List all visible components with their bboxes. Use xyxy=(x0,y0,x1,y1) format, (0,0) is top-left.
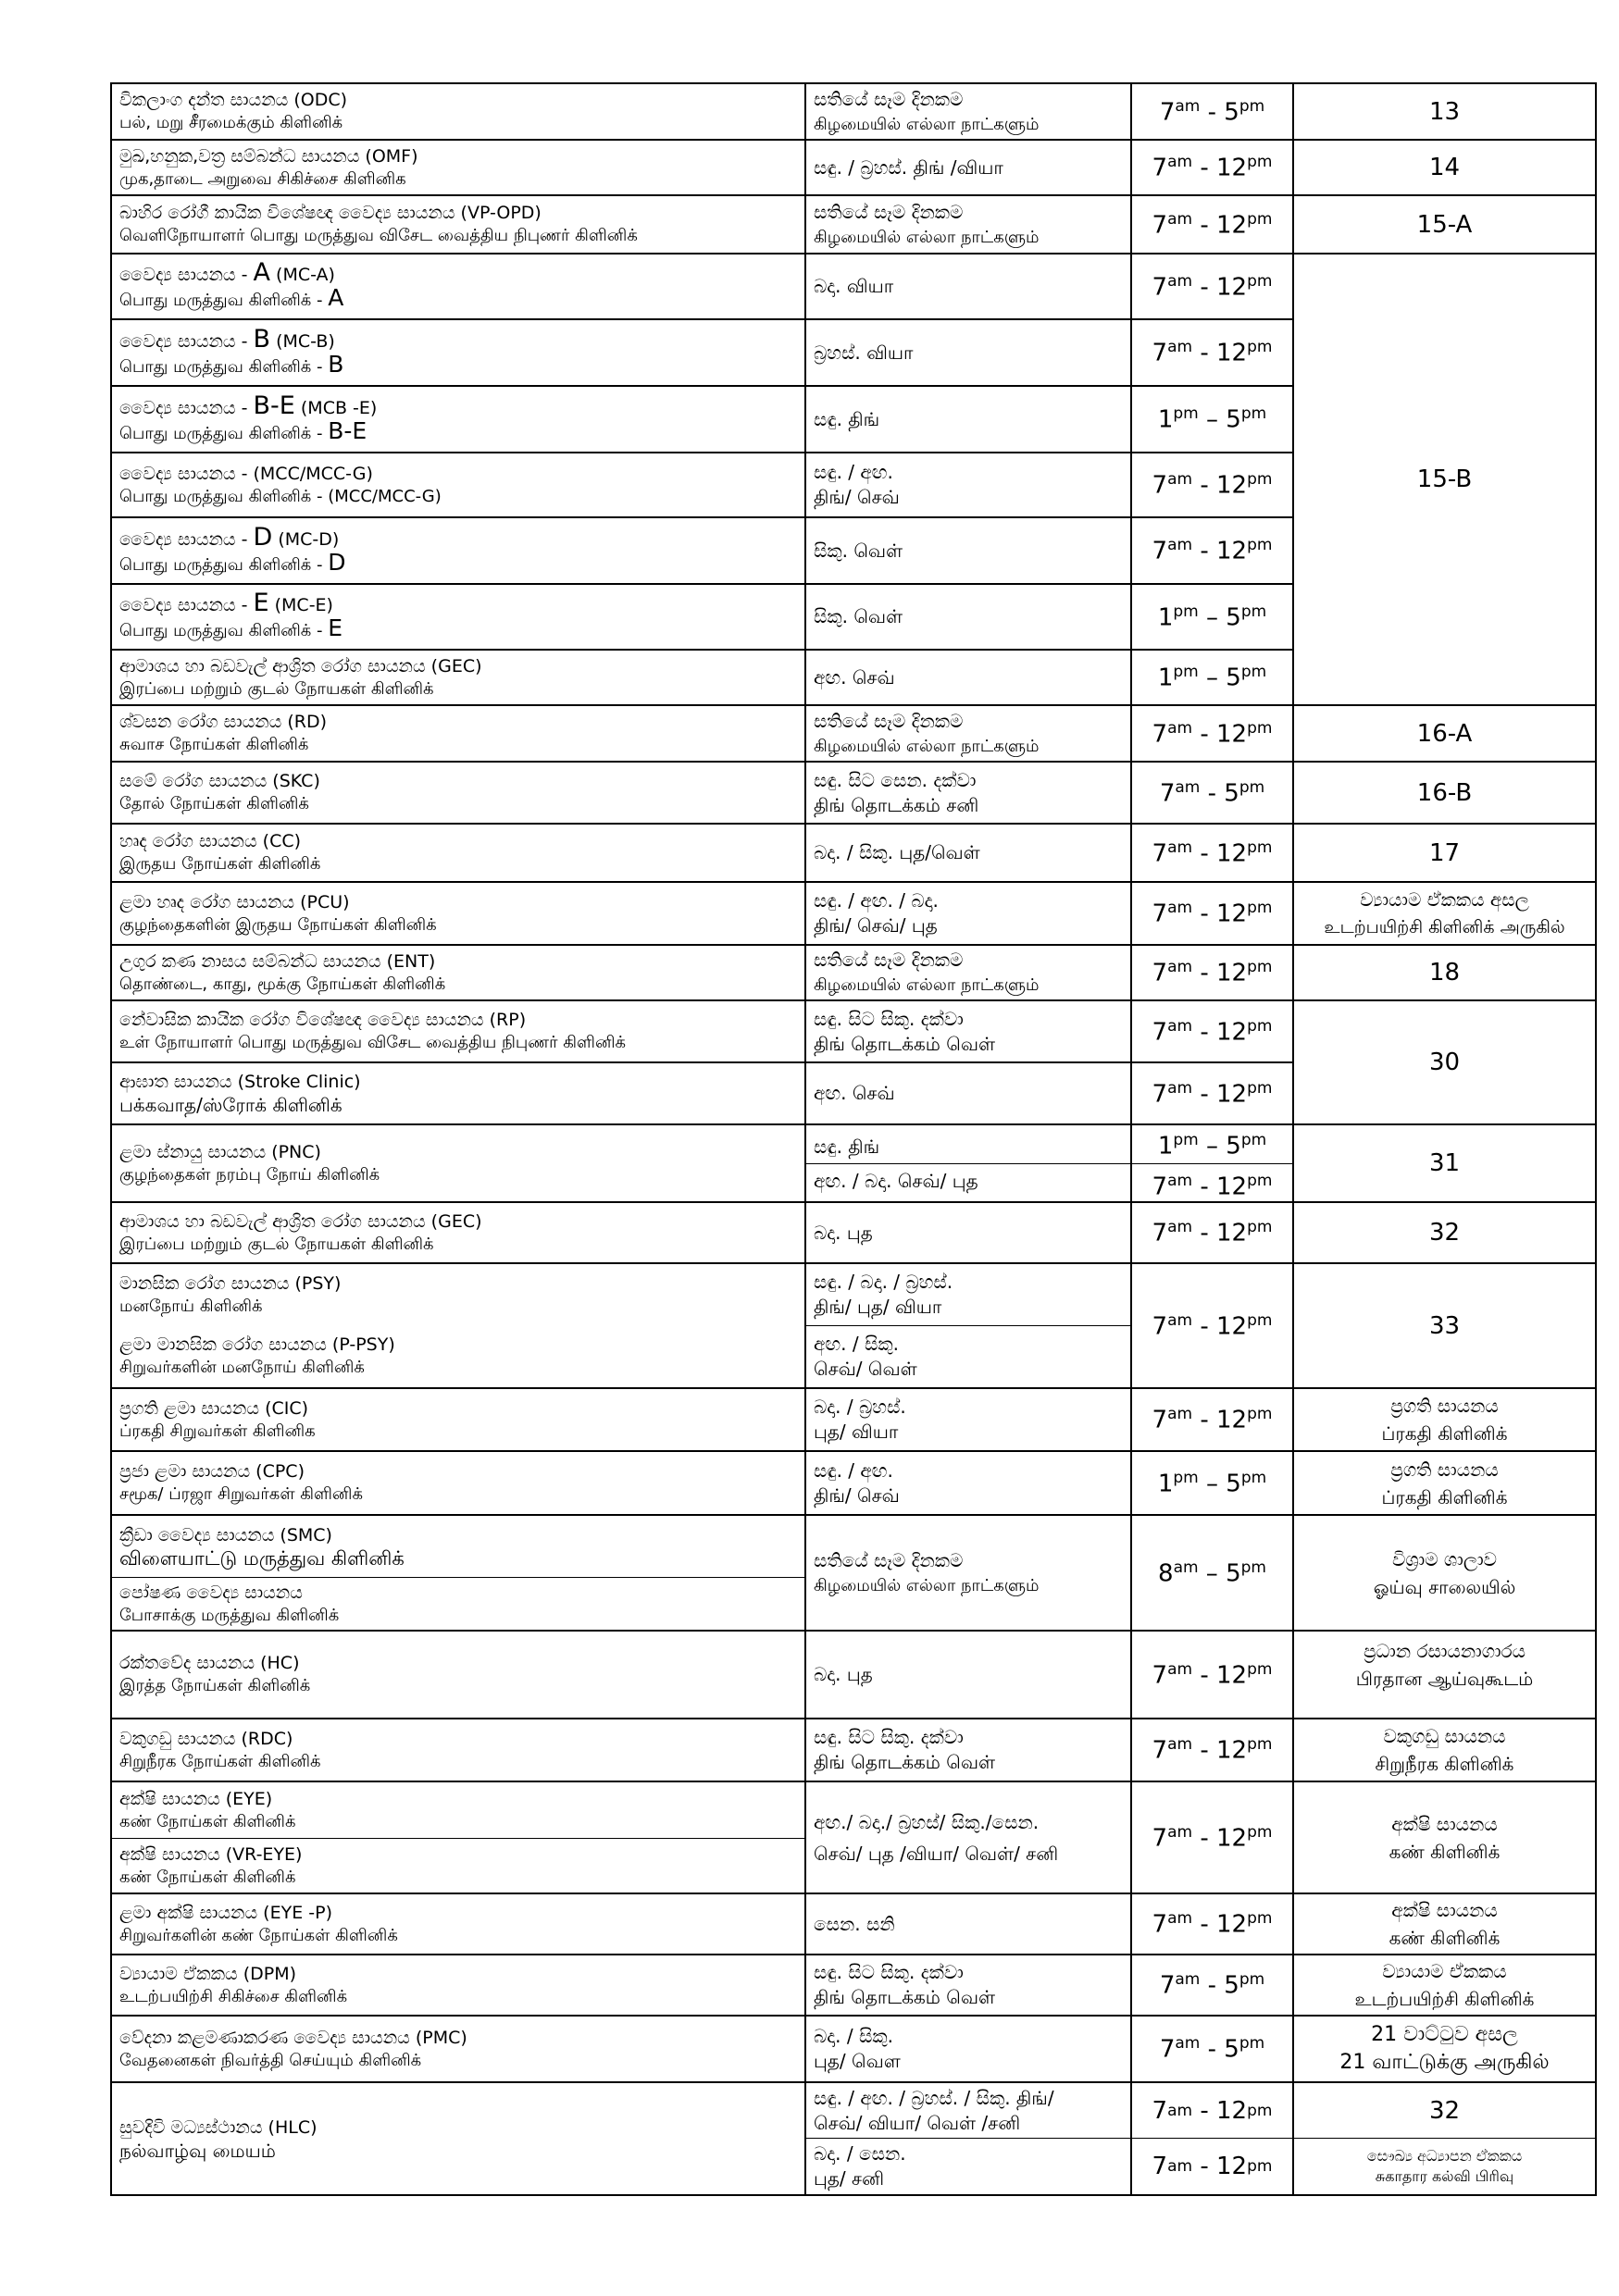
table-row xyxy=(111,1388,1596,1451)
table-row xyxy=(111,2082,1596,2195)
days-cell: සතියේ සෑම දිනකම கிழமையில் எல்லா நாட்களும் xyxy=(805,1515,1131,1631)
clinic-name-cell: වෛද්‍ය සායනය - A (MC-A) பொது மருத்துவ கிளினிக் - A xyxy=(111,254,805,319)
days-cell: සඳු. / බ්‍රහස්. திங் /வியா xyxy=(805,140,1131,195)
days-cell: අඟ./ බදා./ බ්‍රහස්/ සිකු./සෙන. செவ்/ புத /வியா/ வெள்/ சனி xyxy=(805,1781,1131,1893)
table-row xyxy=(111,1893,1596,1955)
days-cell: සඳු. / අඟ. / බ්‍රහස්. / සිකු. திங்/ செவ்/ வியா/ வெள் /சனி බදා. / සෙන. புத/ சனி xyxy=(805,2082,1131,2195)
clinic-name-cell: වේදනා කළමණාකරණ වෛද්‍ය සායනය (PMC) வேதனைகள் நிவர்த்தி செய்யும் கிளினிக் xyxy=(111,2016,805,2082)
time-cell: $1^{pm} - 5^{pm}$ xyxy=(1131,386,1293,453)
location-cell: අක්ෂි සායනය கண் கிளினிக் xyxy=(1293,1781,1596,1893)
table-row xyxy=(111,1451,1596,1515)
location-cell: 15-B xyxy=(1293,254,1596,705)
clinic-name-cell: ක්‍රීඩා වෛද්‍ය සායනය (SMC) விளையாட்டு மருத்துவ கிளினிக் පෝෂණ වෛද්‍ය සායනය போசாக்கு மருத்துவ கிளினிக் xyxy=(111,1515,805,1631)
table-row xyxy=(111,2016,1596,2082)
location-cell: වකුගඩු සායනය சிறுநீரக கிளினிக் xyxy=(1293,1719,1596,1781)
days-cell: සතියේ සෑම දිනකම கிழமையில் எல்லா நாட்களும் xyxy=(805,705,1131,762)
clinic-name-cell: වෛද්‍ය සායනය - B (MC-B) பொது மருத்துவ கிளினிக் - B xyxy=(111,319,805,386)
time-cell: $1^{pm} - 5^{pm}$ xyxy=(1131,650,1293,705)
location-cell: 15-A xyxy=(1293,195,1596,254)
table-row xyxy=(111,1719,1596,1781)
clinic-name-cell: ළමා අක්ෂි සායනය (EYE -P) சிறுவர்களின் கண் நோய்கள் கிளினிக் xyxy=(111,1893,805,1955)
time-cell: $7^{am} - 12^{pm}$ xyxy=(1131,705,1293,762)
time-cell: $7^{am} - 12^{pm}$ xyxy=(1131,1062,1293,1124)
time-cell: $7^{am} - 12^{pm}$ xyxy=(1131,517,1293,584)
clinic-name-cell: වෛද්‍ය සායනය - B-E (MCB -E) பொது மருத்துவ கிளினிக் - B-E xyxy=(111,386,805,453)
days-cell: සඳු. / බදා. / බ්‍රහස්. திங்/ புத/ வியா අඟ. / සිකු. செவ்/ வெள் xyxy=(805,1263,1131,1388)
days-cell: සඳු. / අඟ. திங்/ செவ் xyxy=(805,453,1131,517)
days-cell: සතියේ සෑම දිනකම கிழமையில் எல்லா நாட்களும் xyxy=(805,945,1131,1000)
days-cell: සඳු. සිට සෙන. දක්වා திங் தொடக்கம் சனி xyxy=(805,762,1131,824)
table-row xyxy=(111,945,1596,1000)
clinic-name-cell: වෛද්‍ය සායනය - E (MC-E) பொது மருத்துவ கிளினிக் - E xyxy=(111,584,805,650)
time-cell: $7^{am} - 12^{pm}$ xyxy=(1131,1202,1293,1263)
clinic-name-cell: සමේ රෝග සායනය (SKC) தோல் நோய்கள் கிளினிக் xyxy=(111,762,805,824)
table-row xyxy=(111,1202,1596,1263)
table-row xyxy=(111,195,1596,254)
clinic-name-cell: ආමාශය හා බඩවැල් ආශ්‍රිත රෝග සායනය (GEC) இரப்பை மற்றும் குடல் நோயகள் கிளினிக் xyxy=(111,650,805,705)
time-cell: $1^{pm} - 5^{pm}$ xyxy=(1131,1451,1293,1515)
table-row xyxy=(111,140,1596,195)
clinic-name-cell: ශ්වසන රෝග සායනය (RD) சுவாச நோய்கள் கிளினிக் xyxy=(111,705,805,762)
location-cell: ප්‍රගති සායනය ப்ரகதி கிளினிக் xyxy=(1293,1388,1596,1451)
location-cell: 21 වාට්ටුව අසල 21 வாட்டுக்கு அருகில் xyxy=(1293,2016,1596,2082)
days-cell: සඳු. திங் අඟ. / බදා. செவ்/ புத xyxy=(805,1124,1131,1202)
time-cell: $7^{am} - 12^{pm}$ xyxy=(1131,1000,1293,1062)
clinic-name-cell: රක්තවේද සායනය (HC) இரத்த நோய்கள் கிளினிக் xyxy=(111,1631,805,1719)
table-row xyxy=(111,1000,1596,1062)
time-cell: $7^{am} - 12^{pm}$ xyxy=(1131,140,1293,195)
days-cell: බ්‍රහස්. வியா xyxy=(805,319,1131,386)
location-cell: විශ්‍රාම ශාලාව ஓய்வு சாலையில் xyxy=(1293,1515,1596,1631)
clinic-name-cell: ආඝාත සායනය (Stroke Clinic) பக்கவாத/ஸ்ரோக் கிளினிக் xyxy=(111,1062,805,1124)
time-cell: $7^{am} - 5^{pm}$ xyxy=(1131,83,1293,140)
location-cell: 17 xyxy=(1293,824,1596,882)
clinic-name-cell: සුවදිවි මධ්‍යස්ථානය (HLC) நல்வாழ்வு மையம் xyxy=(111,2082,805,2195)
time-cell: $7^{am} - 12^{pm}$ xyxy=(1131,1893,1293,1955)
days-cell: බදා. புத xyxy=(805,1631,1131,1719)
time-cell: $7^{am} - 12^{pm}$ xyxy=(1131,1719,1293,1781)
location-cell: 30 xyxy=(1293,1000,1596,1124)
clinic-name-cell: හෘද රෝග සායනය (CC) இருதய நோய்கள் கிளினிக் xyxy=(111,824,805,882)
location-cell: 32 සෞඛ්‍ය අධ්‍යාපන ඒකකය சுகாதார கல்வி பிரிவு xyxy=(1293,2082,1596,2195)
clinic-name-cell: උගුර කණ නාසය සම්බන්ධ සායනය (ENT) தொண்டை, காது, மூக்கு நோய்கள் கிளினிக் xyxy=(111,945,805,1000)
days-cell: සඳු. සිට සිකු. දක්වා திங் தொடக்கம் வெள் xyxy=(805,1000,1131,1062)
clinic-name-cell: වෛද්‍ය සායනය - (MCC/MCC-G) பொது மருத்துவ கிளினிக் - (MCC/MCC-G) xyxy=(111,453,805,517)
location-cell: 18 xyxy=(1293,945,1596,1000)
clinic-name-cell: බාහිර රෝගී කායික විශේෂඥ වෛද්‍ය සායනය (VP-OPD) வெளிநோயாளர் பொது மருத்துவ விசேட வைத்திய நிபுணர் கிளினிக் xyxy=(111,195,805,254)
table-row xyxy=(111,762,1596,824)
clinic-name-cell: නේවාසික කායික රෝග විශේෂඥ වෛද්‍ය සායනය (RP) உள் நோயாளர் பொது மருத்துவ விசேட வைத்திய நிபுணர் கிளினிக் xyxy=(111,1000,805,1062)
time-cell: $7^{am} - 12^{pm}$ xyxy=(1131,1631,1293,1719)
clinic-name-cell: වෛද්‍ය සායනය - D (MC-D) பொது மருத்துவ கிளினிக் - D xyxy=(111,517,805,584)
days-cell: අඟ. செவ் xyxy=(805,650,1131,705)
days-cell: සෙන. සනි xyxy=(805,1893,1131,1955)
clinic-name-cell: ප්‍රගති ළමා සායනය (CIC) ப்ரகதி சிறுவர்கள் கிளினிக xyxy=(111,1388,805,1451)
table-row xyxy=(111,1515,1596,1631)
time-cell: $7^{am} - 12^{pm}$ xyxy=(1131,945,1293,1000)
clinic-name-cell: අක්ෂි සායනය (EYE) கண் நோய்கள் கிளினிக் අක්ෂි සායනය (VR-EYE) கண் நோய்கள் கிளினிக் xyxy=(111,1781,805,1893)
clinic-name-cell: ළමා ස්නායු සායනය (PNC) குழந்தைகள் நரம்பு நோய் கிளினிக் xyxy=(111,1124,805,1202)
location-cell: 33 xyxy=(1293,1263,1596,1388)
table-row xyxy=(111,705,1596,762)
time-cell: $7^{am} - 12^{pm}$ xyxy=(1131,254,1293,319)
location-cell: ව්‍යායාම ඒකකය உடற்பயிற்சி கிளினிக் xyxy=(1293,1955,1596,2016)
location-cell: ප්‍රධාන රසායනාගාරය பிரதான ஆய்வுகூடம் xyxy=(1293,1631,1596,1719)
time-cell: $7^{am} - 12^{pm}$ xyxy=(1131,882,1293,945)
table-row xyxy=(111,1263,1596,1388)
days-cell: සඳු. / අඟ. திங்/ செவ் xyxy=(805,1451,1131,1515)
table-row xyxy=(111,1124,1596,1202)
clinic-name-cell: මානසික රෝග සායනය (PSY) மனநோய் கிளினிக் ළමා මානසික රෝග සායනය (P-PSY) சிறுவர்களின் மனநோய் கிளினிக் xyxy=(111,1263,805,1388)
days-cell: සඳු. / අඟ. / බදා. திங்/ செவ்/ புத xyxy=(805,882,1131,945)
clinic-name-cell: වකුගඩු සායනය (RDC) சிறுநீரக நோய்கள் கிளினிக் xyxy=(111,1719,805,1781)
days-cell: බදා. / සිකු. புத/வெள் xyxy=(805,824,1131,882)
days-cell: බදා. / සිකු. புத/ வெள xyxy=(805,2016,1131,2082)
location-cell: 16-B xyxy=(1293,762,1596,824)
days-cell: සතියේ සෑම දිනකම கிழமையில் எல்லா நாட்களும் xyxy=(805,83,1131,140)
time-cell: $7^{am} - 5^{pm}$ xyxy=(1131,762,1293,824)
clinic-name-cell: ප්‍රජා ළමා සායනය (CPC) சமூக/ ப்ரஜா சிறுவர்கள் கிளினிக் xyxy=(111,1451,805,1515)
time-cell: $7^{am} - 12^{pm}$ xyxy=(1131,319,1293,386)
days-cell: සඳු. திங் xyxy=(805,386,1131,453)
location-cell: 32 xyxy=(1293,1202,1596,1263)
days-cell: සඳු. සිට සිකු. දක්වා திங் தொடக்கம் வெள் xyxy=(805,1719,1131,1781)
clinic-name-cell: ළමා හෘද රෝග සායනය (PCU) குழந்தைகளின் இருதய நோய்கள் கிளினிக் xyxy=(111,882,805,945)
location-cell: 13 xyxy=(1293,83,1596,140)
days-cell: බදා. / බ්‍රහස්. புத/ வியா xyxy=(805,1388,1131,1451)
table-row xyxy=(111,824,1596,882)
time-cell: $7^{am} - 12^{pm}$ xyxy=(1131,1781,1293,1893)
location-cell: ප්‍රගති සායනය ப்ரகதி கிளினிக் xyxy=(1293,1451,1596,1515)
clinic-name-cell: ව්‍යායාම ඒකකය (DPM) உடற்பயிற்சி சிகிச்சை கிளினிக் xyxy=(111,1955,805,2016)
time-cell: $8^{am} - 5^{pm}$ xyxy=(1131,1515,1293,1631)
time-cell: $7^{am} - 12^{pm}$ xyxy=(1131,1388,1293,1451)
days-cell: අඟ. செவ் xyxy=(805,1062,1131,1124)
location-cell: 16-A xyxy=(1293,705,1596,762)
days-cell: සඳු. සිට සිකු. දක්වා திங் தொடக்கம் வெள் xyxy=(805,1955,1131,2016)
time-cell: $1^{pm} - 5^{pm}$ xyxy=(1131,584,1293,650)
table-row xyxy=(111,1955,1596,2016)
days-cell: සිකු. வெள் xyxy=(805,517,1131,584)
location-cell: 14 xyxy=(1293,140,1596,195)
days-cell: සිකු. வெள் xyxy=(805,584,1131,650)
time-cell: $7^{am} - 5^{pm}$ xyxy=(1131,1955,1293,2016)
location-cell: අක්ෂි සායනය கண் கிளினிக் xyxy=(1293,1893,1596,1955)
days-cell: සතියේ සෑම දිනකම கிழமையில் எல்லா நாட்களும் xyxy=(805,195,1131,254)
time-cell: $7^{am} - 12^{pm}$ xyxy=(1131,824,1293,882)
location-cell: 31 xyxy=(1293,1124,1596,1202)
time-cell: $7^{am} - 12^{pm}$ xyxy=(1131,1263,1293,1388)
time-cell: $1^{pm} - 5^{pm}$ $7^{am} - 12^{pm}$ xyxy=(1131,1124,1293,1202)
clinic-name-cell: ආමාශය හා බඩවැල් ආශ්‍රිත රෝග සායනය (GEC) இரப்பை மற்றும் குடல் நோயகள் கிளினிக் xyxy=(111,1202,805,1263)
location-cell: ව්‍යායාම ඒකකය අසල உடற்பயிற்சி கிளினிக் அருகில் xyxy=(1293,882,1596,945)
days-cell: බදා. வியா xyxy=(805,254,1131,319)
clinic-name-cell: මුඛ,හනුක,වත්‍ර සම්බන්ධ සායනය (OMF) முக,தாடை அறுவை சிகிச்சை கிளினிக xyxy=(111,140,805,195)
table-row xyxy=(111,882,1596,945)
time-cell: 7 am - 12 pm 7 am - 12 pm xyxy=(1131,2082,1293,2195)
time-cell: $7^{am} - 5^{pm}$ xyxy=(1131,2016,1293,2082)
time-cell: $7^{am} - 12^{pm}$ xyxy=(1131,453,1293,517)
clinic-schedule-table xyxy=(110,82,1597,2196)
clinic-name-cell: විකලාංග දන්ත සායනය (ODC) பல், மறு சீரமைக்கும் கிளினிக் xyxy=(111,83,805,140)
table-row xyxy=(111,254,1596,319)
time-cell: $7^{am} - 12^{pm}$ xyxy=(1131,195,1293,254)
table-row xyxy=(111,1631,1596,1719)
table-row xyxy=(111,83,1596,140)
table-row xyxy=(111,1781,1596,1893)
days-cell: බදා. புத xyxy=(805,1202,1131,1263)
